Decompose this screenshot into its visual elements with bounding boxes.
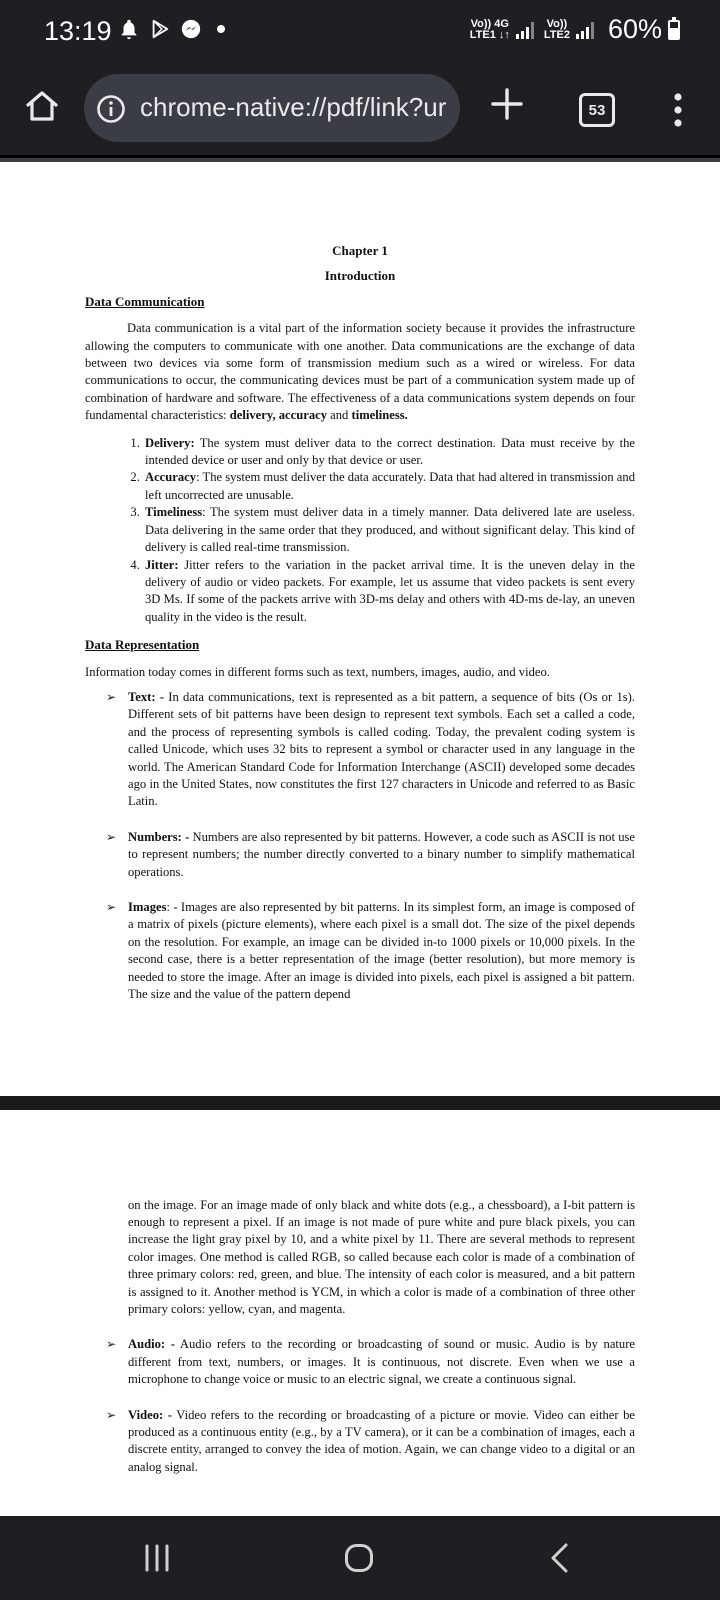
list-item: 3. Timeliness: The system must deliver data in a timely manner. Data delivered late are useless. Data delivering in the same order that they produced, and without significant delay. This kind of delivery is called real-time transmission.: [143, 504, 635, 556]
more-notifications-dot: [217, 25, 225, 33]
status-bar: [0, 0, 720, 64]
messenger-icon: [180, 18, 202, 40]
list-item: 1. Delivery: The system must deliver data to the correct destination. Data must receive by the intended device or user and only by that device or user.: [143, 435, 635, 470]
arrow-bullet-icon: ➢: [106, 829, 117, 844]
sim2-indicator: Vo)) LTE2: [543, 17, 570, 41]
paragraph: Information today comes in different forms such as text, numbers, images, audio, and video.: [85, 664, 550, 679]
arrow-bullet-icon: ➢: [106, 900, 117, 914]
chapter-title: Introduction: [324, 268, 396, 284]
list-item: ➢ Images: - Images are also represented by bit patterns. In its simplest form, an image is composed of a matrix of pixels (picture elements), where each pixel is a small dot. The size of the pixel depends on the resolution. For example, an image can be divided in-to 1000 pixels or 10,000 pixels. In the second case, there is a better representation of the image (better resolution), but more memory is needed to store the image. After an image is divided into pixels, each pixel is assigned a bit pattern. The size and the value of the pattern depend: [106, 900, 635, 1002]
tab-switcher-button[interactable]: 53: [579, 93, 615, 127]
recent-apps-icon[interactable]: [143, 1543, 171, 1573]
home-button-icon[interactable]: [344, 1543, 374, 1573]
paragraph: Data communication is a vital part of the information society because it provides the infrastructure allowing the computers to communicate with one another. Data communications are the exchange of data between two devices via some form of transmission medium such as a wired or wireless. For data communications to occur, the communicating devices must be part of a communication system made up of combination of hardware and software. The effectiveness of a data communications system depends on four fundamental characteristics: delivery, accuracy and timeliness.: [85, 321, 635, 423]
back-icon[interactable]: [549, 1542, 569, 1574]
new-tab-icon[interactable]: [490, 87, 524, 121]
bell-icon: [118, 18, 140, 40]
pdf-page[interactable]: [0, 162, 720, 1096]
navigation-bar: [0, 1516, 720, 1600]
battery-icon: [668, 20, 680, 40]
more-options-icon[interactable]: [669, 92, 687, 128]
play-store-icon: [149, 18, 171, 40]
list-item: 2. Accuracy: The system must deliver the data accurately. Data that had altered in transmission and left uncorrected are unusable.: [143, 469, 635, 504]
page-separator: [0, 1096, 720, 1110]
address-bar[interactable]: [84, 74, 460, 142]
arrow-bullet-icon: ➢: [106, 1407, 117, 1422]
chapter-label: Chapter 1: [332, 243, 388, 258]
arrow-bullet-icon: ➢: [106, 689, 117, 704]
battery-percent: 60%: [607, 14, 662, 44]
list-item: ➢ Audio: - Audio refers to the recording or broadcasting of sound or music. Audio is by nature different from text, numbers, or images. It is continuous, not discrete. Even when we use a microphone to change voice or music to an electric signal, we create a continuous signal.: [106, 1337, 636, 1387]
characteristics-list: [85, 435, 635, 626]
notification-icons: [118, 18, 225, 40]
list-item: 4. Jitter: Jitter refers to the variation in the packet arrival time. It is the uneven delay in the delivery of audio or video packets. For example, let us assume that video packets is sent every 3D Ms. If some of the packets arrive with 3D-ms delay and others with 4D-ms de-lay, an uneven quality in the video is the result.: [143, 557, 635, 627]
section-heading: Data Representation: [85, 637, 200, 653]
page-content: [85, 242, 635, 1021]
list-item: ➢ Video: - Video refers to the recording or broadcasting of a picture or movie. Video can either be produced as a continuous entity (e.g., by a TV camera), or it can be a combination of images, each a discrete entity, arranged to convey the idea of motion. Again, we can change video to a digital or an analog signal.: [106, 1407, 635, 1474]
clock: 13:19: [44, 16, 112, 46]
section-heading: Data Communication: [85, 293, 205, 309]
url-text[interactable]: chrome-native://pdf/link?ur: [140, 92, 447, 122]
paragraph: on the image. For an image made of only black and white dots (e.g., a chessboard), a I-bit pattern is enough to represent a pixel. If an image is not made of pure white and pure black pixels, you can increase the light gray pixel by 10, and a white pixel by 11. There are several methods to represent color images. One method is called RGB, so called because each color is made of a combination of three primary colors: red, green, and blue. The intensity of each color is measured, and a bit pattern is assigned to it. Another method is YCM, in which a color is made of a combination of three other primary colors: yellow, cyan, and magenta.: [128, 1197, 635, 1317]
forms-list: [85, 689, 635, 1004]
page-content: [85, 1184, 635, 1494]
pdf-page[interactable]: [0, 1110, 720, 1516]
list-item: ➢ Text: - In data communications, text is represented as a bit pattern, a sequence of bits (Os or 1s). Different sets of bit patterns have been design to represent text symbols. Each set a called a code, and the process of representing symbols is called coding. Today, the prevalent coding system is called Unicode, which uses 32 bits to represent a symbol or character used in any language in the world. The American Standard Code for Information Interchange (ASCII) developed some decades ago in the United States, now constitutes the first 127 characters in Unicode and referred to as Basic Latin.: [106, 689, 635, 809]
system-indicators: [470, 14, 680, 45]
browser-toolbar: [0, 64, 720, 156]
arrow-bullet-icon: ➢: [106, 1337, 117, 1352]
sim1-indicator: Vo)) 4G LTE1 ↓↑: [469, 17, 510, 41]
signal-strength-icon: [576, 21, 594, 39]
info-icon[interactable]: [96, 94, 126, 124]
home-icon[interactable]: [24, 88, 60, 124]
signal-strength-icon: [516, 21, 534, 39]
list-item: ➢ Numbers: - Numbers are also represented by bit patterns. However, a code such as ASCII is not use to represent numbers; the number directly converted to a binary number to simplify mathematical operations.: [106, 829, 635, 879]
